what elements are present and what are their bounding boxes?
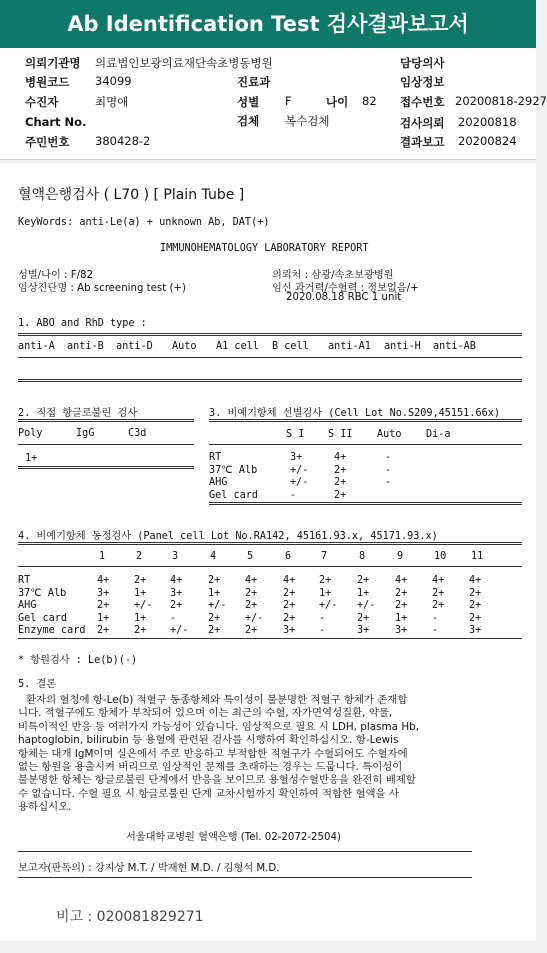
divider — [18, 379, 522, 382]
panel-cell: 3+ — [97, 587, 110, 599]
divider — [18, 333, 522, 336]
conclusion-line: 비특이적인 반응 등 여러가지 가능성이 있습니다. 임상적으로 필요 시 LDH, plasma Hb, — [18, 720, 420, 733]
panel-cell: 2+ — [469, 612, 482, 624]
panel-row-label: Enzyme card — [18, 625, 86, 637]
panel-cell: - — [432, 625, 439, 637]
divider — [18, 851, 472, 852]
panel-col-header: 2 — [136, 551, 143, 562]
report-section-title: 혈액은행검사 ( L70 ) [ Plain Tube ] — [18, 187, 245, 203]
panel-cell: 1+ — [134, 587, 147, 599]
panel-cell: 2+ — [432, 587, 445, 599]
panel-cell: 4+ — [432, 575, 445, 586]
conclusion-line: 니다. 적혈구에도 항체가 부착되어 있으며 이는 최근의 수혈, 자가면역성질환, 약물, — [18, 707, 393, 720]
panel-col-header: 6 — [285, 551, 292, 562]
panel-cell: 2+ — [208, 625, 221, 637]
conclusion-line: 없는 항원을 용출시켜 버리므로 임상적인 문제를 초래하는 경우는 드뭅니다. 특이성이 — [18, 761, 403, 774]
referrer: 의뢰처 : 삼광/속초보광병원 — [272, 270, 394, 281]
abo-header-anti-b: anti-B — [67, 341, 104, 352]
panel-cell: 3+ — [170, 587, 183, 599]
panel-cell: 2+ — [432, 600, 445, 612]
panel-cell: +/- — [319, 600, 338, 612]
panel-cell: 2+ — [283, 612, 296, 624]
panel-cell: +/- — [357, 600, 376, 612]
label-patient: 수진자 — [25, 95, 59, 109]
panel-col-header: 1 — [99, 551, 106, 562]
label-ssn: 주민번호 — [25, 135, 70, 149]
value-ssn: 380428-2 — [95, 134, 151, 148]
divider — [18, 566, 522, 567]
dat-header-igg: IgG — [76, 428, 95, 439]
panel-cell: 2+ — [134, 625, 147, 637]
value-reception-no: 20200818-2927 — [455, 94, 547, 108]
divider — [18, 419, 194, 422]
patient-header — [0, 48, 547, 160]
abo-header-a1-cell: A1 cell — [216, 341, 259, 352]
divider — [18, 466, 194, 469]
report-title: Ab Identification Test 검사결과보고서 — [0, 0, 536, 48]
abo-header-auto: Auto — [172, 341, 197, 352]
conclusion-line: 불분명한 항체는 항글로불린 단계에서 반응을 보이므로 용혈성수혈반응을 완전히 배제할 — [18, 774, 416, 787]
label-specimen: 검체 — [237, 114, 260, 128]
panel-cell: 2+ — [283, 600, 296, 612]
screen-cell: 3+ — [290, 452, 303, 463]
panel-cell: - — [432, 612, 439, 624]
screen-cell: 4+ — [334, 452, 347, 463]
panel-row-label: AHG — [18, 600, 37, 612]
panel-cell: 4+ — [469, 575, 482, 586]
panel-cell: 2+ — [357, 575, 370, 586]
divider — [18, 357, 522, 358]
abo-header-anti-ab: anti-AB — [433, 341, 476, 352]
clinical-diagnosis: 임상진단명 : Ab screening test (+) — [18, 283, 186, 294]
panel-row-label: Gel card — [18, 612, 68, 624]
panel-cell: 4+ — [395, 575, 408, 586]
divider — [209, 444, 522, 445]
abo-header-anti-h: anti-H — [384, 341, 421, 352]
label-institution: 의뢰기관명 — [25, 56, 81, 70]
panel-cell: 1+ — [357, 587, 370, 599]
value-specimen: 복수검체 — [285, 114, 330, 128]
panel-cell: +/- — [170, 625, 189, 637]
screen-row-label: Gel card — [209, 489, 259, 501]
screen-cell: +/- — [290, 477, 309, 488]
panel-cell: 3+ — [357, 625, 370, 637]
panel-cell: 2+ — [245, 625, 258, 637]
screen-header-si: S I — [286, 429, 305, 440]
panel-cell: 2+ — [469, 600, 482, 612]
screen-header-sii: S II — [328, 429, 353, 440]
value-sex: F — [285, 94, 292, 108]
panel-cell: 4+ — [97, 575, 110, 586]
label-doctor: 담당의사 — [400, 56, 445, 70]
panel-cell: 1+ — [134, 612, 147, 624]
label-hospital-code: 병원코드 — [25, 75, 70, 89]
abo-header-anti-a1: anti-A1 — [328, 341, 371, 352]
panel-col-header: 4 — [210, 551, 217, 562]
screen-row-label: AHG — [209, 477, 228, 488]
panel-cell: 2+ — [283, 587, 296, 599]
panel-cell: 2+ — [319, 575, 332, 586]
panel-col-header: 3 — [172, 551, 179, 562]
transfusion-history-detail: 2020.08.18 RBC 1 unit — [286, 292, 402, 303]
panel-cell: +/- — [245, 612, 264, 624]
label-age: 나이 — [326, 95, 349, 109]
divider — [209, 419, 522, 422]
conclusion-paragraph — [18, 694, 528, 815]
screen-cell: - — [385, 477, 392, 488]
antigen-test: * 항원검사 : Le(b)(-) — [18, 655, 138, 666]
section-4-title: 4. 비예기항체 동정검사 (Panel cell Lot No.RA142, 45161.93.x, 45171.93.x) — [18, 531, 438, 542]
panel-col-header: 11 — [471, 551, 484, 562]
screen-header-auto: Auto — [377, 429, 402, 440]
lab-report-title: IMMUNOHEMATOLOGY LABORATORY REPORT — [160, 243, 369, 254]
conclusion-line: 환자의 혈청에 항-Le(b) 적혈구 동종항체와 특이성이 불분명한 적혈구 항체가 존재합 — [26, 694, 408, 706]
conclusion-line: 항체는 대개 IgM이며 실온에서 주로 반응하고 부적합한 적혈구가 수혈되어도 수혈자에 — [18, 747, 408, 760]
panel-col-header: 10 — [434, 551, 447, 562]
panel-cell: 4+ — [283, 575, 296, 586]
panel-cell: - — [319, 612, 326, 624]
value-age: 82 — [362, 94, 377, 108]
value-patient: 최명애 — [95, 95, 129, 109]
panel-cell: 2+ — [97, 625, 110, 637]
panel-cell: 2+ — [395, 600, 408, 612]
value-hospital-code: 34099 — [95, 74, 132, 88]
divider — [18, 638, 522, 639]
panel-cell: 2+ — [170, 600, 183, 612]
panel-cell: 2+ — [357, 612, 370, 624]
keywords: KeyWords: anti-Le(a) + unknown Ab, DAT(+) — [18, 217, 270, 228]
reporter: 보고자(판독의) : 강지상 M.T. / 박재현 M.D. / 김형석 M.D. — [18, 863, 280, 874]
abo-header-b-cell: B cell — [272, 341, 309, 352]
panel-cell: 3+ — [395, 625, 408, 637]
dat-poly-value: 1+ — [25, 453, 38, 464]
value-institution: 의료법인보광의료재단속초병동병원 — [95, 56, 273, 70]
divider — [18, 542, 522, 545]
panel-cell: 1+ — [97, 612, 110, 624]
panel-cell: 4+ — [245, 575, 258, 586]
label-chart-no: Chart No. — [25, 115, 87, 129]
panel-cell: 2+ — [245, 600, 258, 612]
panel-cell: 2+ — [208, 575, 221, 586]
panel-cell: 1+ — [395, 612, 408, 624]
screen-cell: - — [385, 464, 392, 476]
divider — [209, 502, 522, 505]
remarks: 비고 : 020081829271 — [56, 909, 204, 925]
divider — [18, 877, 472, 878]
conclusion-line: haptoglobin, bilirubin 등 용혈에 관련된 검사를 시행하여 확인하십시오. 항-Lewis — [18, 734, 399, 747]
panel-cell: 3+ — [469, 625, 482, 637]
panel-row-label: 37℃ Alb — [18, 587, 67, 599]
panel-cell: 3+ — [283, 625, 296, 637]
sex-age: 성별/나이 : F/82 — [18, 270, 93, 281]
panel-cell: 2+ — [134, 575, 147, 586]
label-reception-no: 접수번호 — [400, 95, 445, 109]
screen-cell: +/- — [290, 464, 309, 476]
panel-cell: 1+ — [319, 587, 332, 599]
panel-row-label: RT — [18, 575, 31, 586]
conclusion-line: 용하십시오. — [18, 801, 72, 814]
panel-cell: - — [319, 625, 326, 637]
panel-cell: 1+ — [208, 587, 221, 599]
value-request-date: 20200818 — [458, 115, 517, 129]
section-1-title: 1. ABO and RhD type : — [18, 318, 147, 329]
screen-header-dia: Di-a — [426, 429, 451, 440]
transfusion-history: 임신 과거력/수혈력 : 정보없음/+ — [272, 283, 419, 294]
screen-cell: 2+ — [334, 464, 347, 476]
panel-cell: - — [170, 612, 177, 624]
panel-cell: 2+ — [395, 587, 408, 599]
screen-row-label: RT — [209, 452, 222, 463]
screen-row-label: 37℃ Alb — [209, 464, 258, 476]
panel-col-header: 9 — [397, 551, 404, 562]
label-department: 진료과 — [237, 75, 271, 89]
screen-cell: - — [385, 452, 392, 463]
divider — [18, 444, 194, 445]
screen-cell: - — [290, 489, 297, 501]
panel-cell: 2+ — [469, 587, 482, 599]
label-sex: 성별 — [237, 95, 260, 109]
section-2-title: 2. 직접 항글로불린 검사 — [18, 408, 138, 419]
panel-cell: 4+ — [170, 575, 183, 586]
panel-cell: 2+ — [97, 600, 110, 612]
screen-cell: 2+ — [334, 489, 347, 501]
label-request-date: 검사의뢰 — [400, 116, 445, 130]
section-3-title: 3. 비예기항체 선별검사 (Cell Lot No.S209,45151.66x) — [209, 408, 500, 419]
value-report-date: 20200824 — [458, 134, 517, 148]
panel-col-header: 8 — [359, 551, 366, 562]
abo-header-anti-a: anti-A — [18, 341, 55, 352]
section-5-title: 5. 결론 — [18, 679, 57, 690]
dat-header-poly: Poly — [18, 428, 43, 439]
panel-cell: 2+ — [208, 612, 221, 624]
panel-cell: +/- — [134, 600, 153, 612]
label-report-date: 결과보고 — [400, 135, 445, 149]
conclusion-line: 수 없습니다. 수혈 필요 시 항글로불린 단계 교차시험까지 확인하여 적합한 혈액을 사 — [18, 787, 399, 800]
signature-org: 서울대학교병원 혈액은행 (Tel. 02-2072-2504) — [126, 832, 341, 843]
panel-col-header: 7 — [321, 551, 328, 562]
screen-cell: 2+ — [334, 477, 347, 488]
dat-header-c3d: C3d — [128, 428, 147, 439]
label-clinical-info: 임상정보 — [400, 75, 445, 89]
panel-col-header: 5 — [247, 551, 254, 562]
panel-cell: 2+ — [245, 587, 258, 599]
panel-cell: +/- — [208, 600, 227, 612]
abo-header-anti-d: anti-D — [116, 341, 153, 352]
lab-report-scan — [0, 163, 536, 941]
